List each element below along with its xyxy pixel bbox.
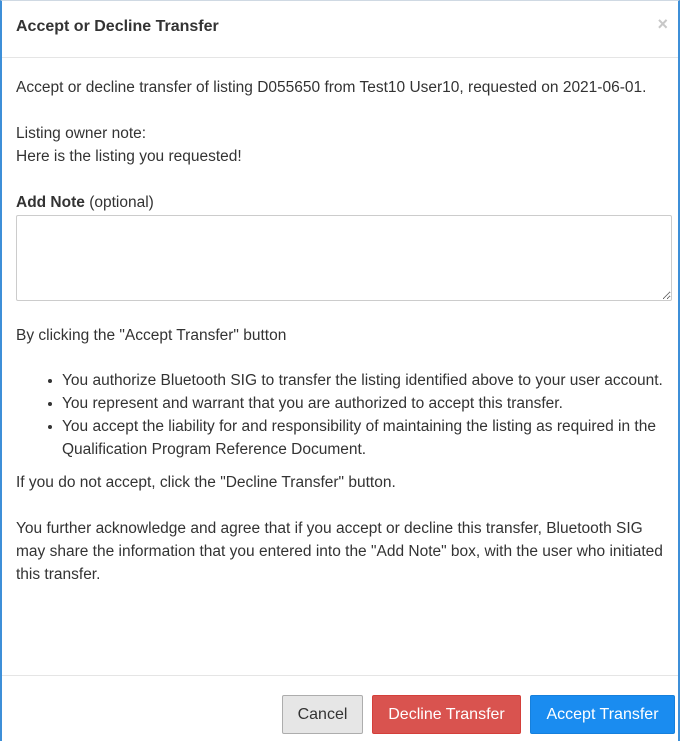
dialog-header [2, 1, 678, 58]
owner-note-label: Listing owner note: [16, 125, 147, 142]
terms-list [16, 369, 666, 461]
dialog-footer [2, 675, 678, 743]
decline-transfer-button[interactable]: Decline Transfer [372, 695, 521, 734]
term-item: You accept the liability for and responsibility of maintaining the listing as required in the Qualification Program Reference Document. [62, 415, 666, 461]
add-note-textarea[interactable] [16, 215, 672, 301]
close-icon[interactable]: × [657, 14, 668, 34]
term-item: You represent and warrant that you are authorized to accept this transfer. [62, 392, 666, 415]
accept-transfer-button[interactable]: Accept Transfer [530, 695, 675, 734]
decline-instructions: If you do not accept, click the "Decline Transfer" button. [16, 474, 396, 491]
acknowledge-text: You further acknowledge and agree that if you accept or decline this transfer, Bluetooth SIG may share the information that you entered into the "Add Note" box, with the user who initiated this transfer. [16, 520, 663, 583]
intro-text: Accept or decline transfer of listing D055650 from Test10 User10, requested on 2021-06-01. [16, 79, 647, 96]
dialog-body [16, 76, 666, 586]
add-note-label [16, 191, 666, 214]
add-note-label-hint: (optional) [89, 194, 154, 211]
cancel-button[interactable]: Cancel [282, 695, 363, 734]
term-item: You authorize Bluetooth SIG to transfer the listing identified above to your user account. [62, 369, 666, 392]
owner-note-text: Here is the listing you requested! [16, 148, 242, 165]
dialog-title: Accept or Decline Transfer [16, 18, 219, 35]
by-clicking-text: By clicking the "Accept Transfer" button [16, 327, 287, 344]
add-note-label-title: Add Note [16, 194, 85, 211]
